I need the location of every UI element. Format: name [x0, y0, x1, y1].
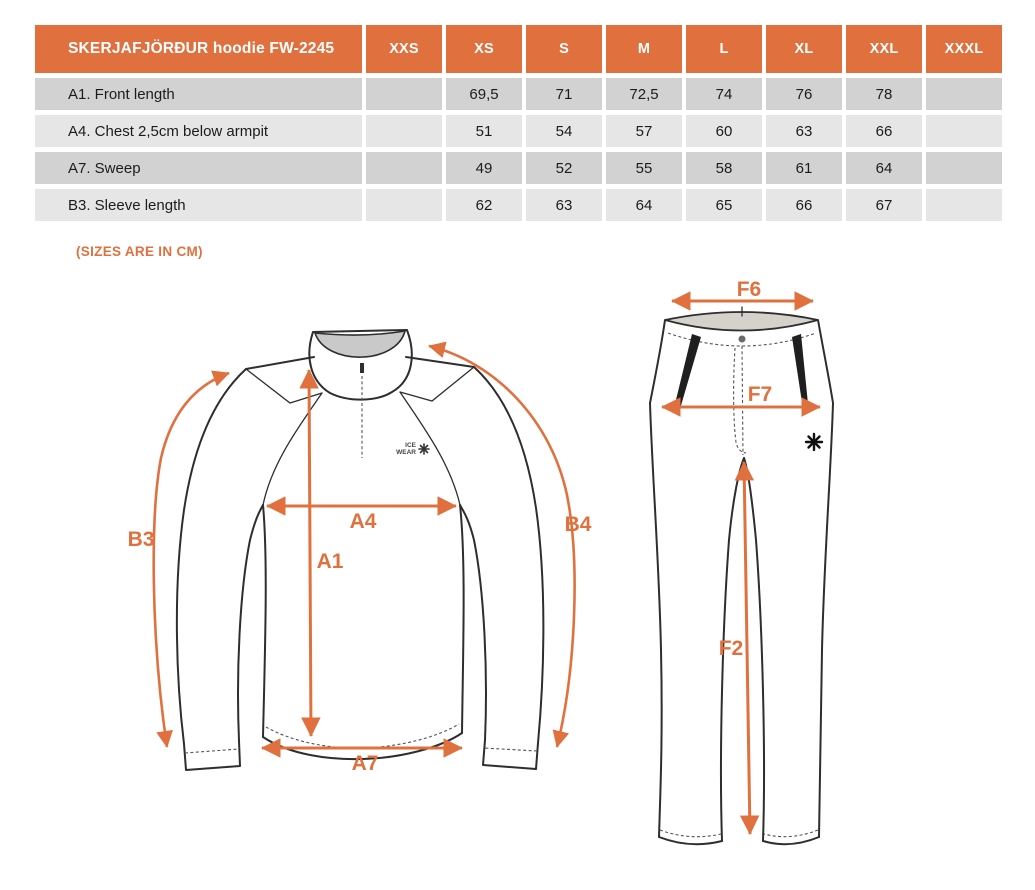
hoodie-left-sleeve-outer — [177, 369, 246, 744]
hoodie-right-sleeve-outer — [474, 367, 543, 743]
table-cell: 55 — [606, 152, 682, 184]
b3-label: B3 — [127, 528, 155, 551]
hoodie-left-cuff — [184, 741, 240, 770]
table-cell: 67 — [846, 189, 922, 221]
size-column-header: M — [606, 25, 682, 73]
a7-label: A7 — [351, 752, 379, 775]
pants-left-leg-outer — [650, 403, 662, 837]
row-label: A4. Chest 2,5cm below armpit — [35, 115, 362, 147]
hoodie-zip-top-stop — [360, 363, 364, 373]
size-column-header: L — [686, 25, 762, 73]
table-cell: 61 — [766, 152, 842, 184]
hoodie-body-right-edge — [460, 505, 464, 733]
hoodie-body-left-edge — [263, 505, 266, 737]
pants-left-hip-edge — [650, 320, 665, 403]
table-cell: 63 — [526, 189, 602, 221]
hoodie-logo-text-line2: WEAR — [396, 449, 416, 456]
hoodie-left-raglan-seam — [263, 393, 322, 505]
hoodie-diagram — [128, 330, 592, 775]
hoodie-left-shoulder-seam — [246, 357, 314, 369]
row-label: A1. Front length — [35, 78, 362, 110]
size-column-header: S — [526, 25, 602, 73]
pants-button — [739, 336, 746, 343]
hoodie-right-shoulder-dart — [400, 367, 474, 401]
hoodie-right-cuff-stitch — [484, 748, 537, 751]
table-cell: 62 — [446, 189, 522, 221]
a1-arrow — [309, 370, 311, 736]
f6-label: F6 — [736, 278, 762, 301]
b4-label: B4 — [564, 513, 592, 536]
snowflake-icon — [806, 434, 822, 450]
row-label: B3. Sleeve length — [35, 189, 362, 221]
hoodie-collar-opening — [315, 331, 405, 357]
pants-right-hip-edge — [818, 320, 833, 403]
size-column-header: XS — [446, 25, 522, 73]
table-cell: 49 — [446, 152, 522, 184]
b4-arrow — [429, 346, 575, 747]
hoodie-left-cuff-stitch — [185, 749, 239, 753]
table-cell: 65 — [686, 189, 762, 221]
a1-label: A1 — [316, 550, 344, 573]
table-cell: 74 — [686, 78, 762, 110]
table-cell: 66 — [766, 189, 842, 221]
table-cell: 54 — [526, 115, 602, 147]
hoodie-logo-text-line1: ICE — [405, 442, 416, 449]
snowflake-icon — [419, 444, 429, 454]
table-cell: 57 — [606, 115, 682, 147]
table-cell: 69,5 — [446, 78, 522, 110]
f7-label: F7 — [747, 383, 773, 406]
table-cell: 78 — [846, 78, 922, 110]
table-cell: 52 — [526, 152, 602, 184]
size-column-header: XXL — [846, 25, 922, 73]
table-cell: 66 — [846, 115, 922, 147]
f2-label: F2 — [718, 637, 744, 660]
table-cell: 71 — [526, 78, 602, 110]
f2-arrow — [744, 462, 750, 834]
a4-label: A4 — [349, 510, 377, 533]
pants-fly-stitch — [734, 348, 746, 453]
size-column-header: XL — [766, 25, 842, 73]
pants-right-leg-outer — [819, 403, 833, 837]
pants-left-hem — [659, 837, 722, 844]
table-cell: 60 — [686, 115, 762, 147]
size-column-header: XXS — [366, 25, 442, 73]
pants-fly-center-stitch — [742, 346, 743, 455]
pants-right-hem — [763, 837, 819, 844]
table-title: SKERJAFJÖRÐUR hoodie FW-2245 — [35, 25, 362, 73]
pants-left-pocket — [675, 334, 701, 409]
pants-right-hem-stitch — [764, 830, 818, 837]
table-cell: 64 — [606, 189, 682, 221]
sizes-unit-note: (SIZES ARE IN CM) — [76, 244, 203, 259]
hoodie-right-cuff — [483, 740, 538, 769]
hoodie-left-sleeve-inner — [238, 505, 263, 741]
hoodie-chest-logo — [396, 442, 429, 456]
table-cell: 64 — [846, 152, 922, 184]
table-cell: 76 — [766, 78, 842, 110]
table-cell: 58 — [686, 152, 762, 184]
size-column-header: XXXL — [926, 25, 1002, 73]
table-cell: 51 — [446, 115, 522, 147]
pants-diagram — [650, 278, 833, 844]
table-cell: 63 — [766, 115, 842, 147]
table-cell: 72,5 — [606, 78, 682, 110]
pants-right-pocket — [792, 334, 808, 409]
b3-arrow — [154, 373, 229, 747]
hoodie-hem-stitch — [266, 724, 459, 748]
row-label: A7. Sweep — [35, 152, 362, 184]
pants-left-hem-stitch — [660, 830, 721, 837]
